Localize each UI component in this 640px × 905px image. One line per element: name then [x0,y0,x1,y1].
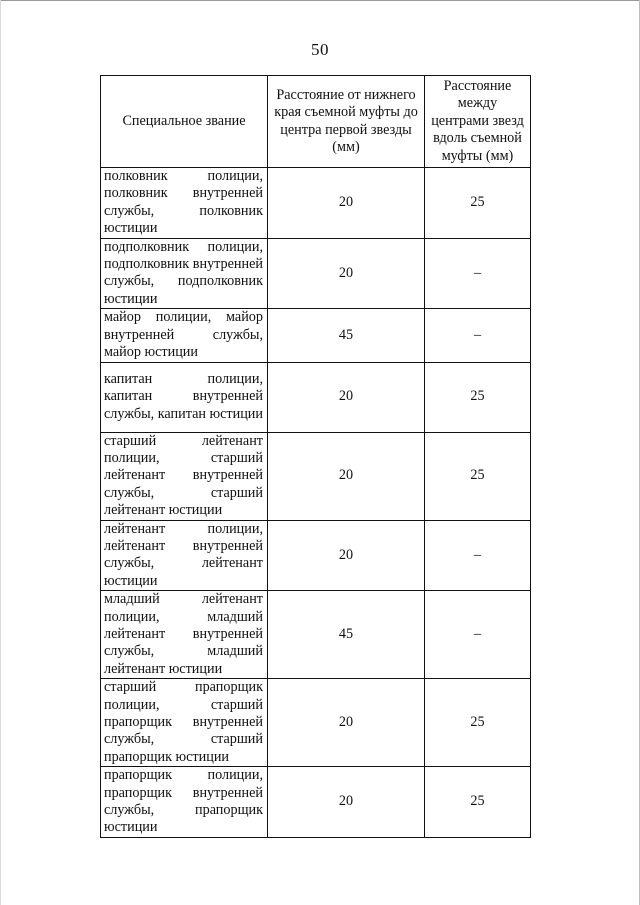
table-row [101,767,531,838]
between-stars-cell: 25 [425,679,531,767]
table-row [101,238,531,309]
table-row [101,362,531,432]
between-stars-cell: – [425,238,531,309]
between-stars-cell: 25 [425,432,531,520]
edge-to-first-star-cell: 20 [268,238,425,309]
table-row [101,309,531,362]
between-stars-cell: – [425,591,531,679]
header-edge-to-first-star: Расстояние от нижнего края съемной муфты до центра первой звезды (мм) [268,76,425,168]
rank-cell: полковник полиции, полковник внутренней службы, полковник юстиции [101,168,268,239]
header-between-stars: Расстояние между центрами звезд вдоль съемной муфты (мм) [425,76,531,168]
between-stars-cell: – [425,309,531,362]
rank-cell: лейтенант полиции, лейтенант внутренней службы, лейтенант юстиции [101,520,268,591]
table-row [101,168,531,239]
edge-to-first-star-cell: 20 [268,432,425,520]
between-stars-cell: 25 [425,168,531,239]
page-number: 50 [311,40,329,59]
table-header-row [101,76,531,168]
page-top-edge [0,0,640,4]
rank-cell: прапорщик полиции, прапорщик внутренней службы, прапорщик юстиции [101,767,268,838]
table-row [101,520,531,591]
rank-cell: подполковник полиции, подполковник внутренней службы, подполковник юстиции [101,238,268,309]
edge-to-first-star-cell: 45 [268,309,425,362]
table-row [101,679,531,767]
edge-to-first-star-cell: 20 [268,767,425,838]
edge-to-first-star-cell: 20 [268,362,425,432]
table-row [101,432,531,520]
rank-cell: старший лейтенант полиции, старший лейтенант внутренней службы, старший лейтенант юстиции [101,432,268,520]
rank-cell: младший лейтенант полиции, младший лейтенант внутренней службы, младший лейтенант юстиции [101,591,268,679]
rank-cell: старший прапорщик полиции, старший прапорщик внутренней службы, старший прапорщик юстиции [101,679,268,767]
edge-to-first-star-cell: 45 [268,591,425,679]
rank-cell: майор полиции, майор внутренней службы, майор юстиции [101,309,268,362]
table-row [101,591,531,679]
rank-cell: капитан полиции, капитан внутренней службы, капитан юстиции [101,362,268,432]
header-special-rank: Специальное звание [101,76,268,168]
between-stars-cell: 25 [425,767,531,838]
between-stars-cell: 25 [425,362,531,432]
between-stars-cell: – [425,520,531,591]
edge-to-first-star-cell: 20 [268,168,425,239]
edge-to-first-star-cell: 20 [268,679,425,767]
edge-to-first-star-cell: 20 [268,520,425,591]
page-left-edge [0,0,1,905]
rank-insignia-table [100,75,531,838]
